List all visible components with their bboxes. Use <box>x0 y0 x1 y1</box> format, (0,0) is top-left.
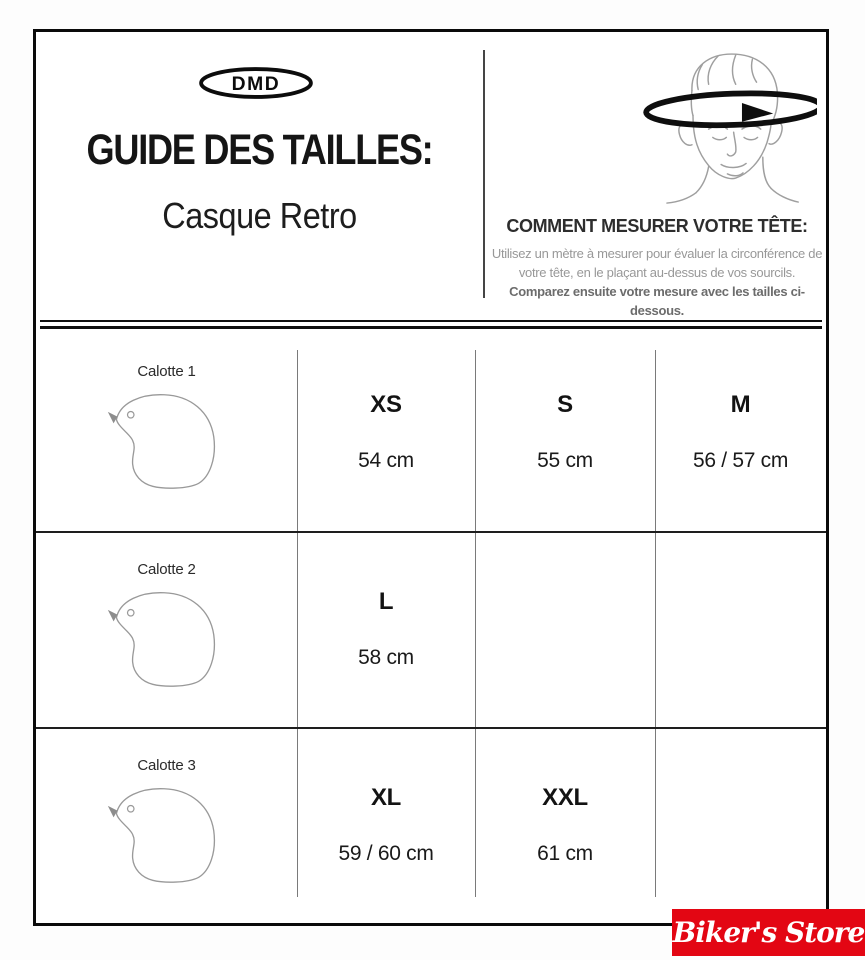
header-divider <box>483 50 485 298</box>
page-title: GUIDE DES TAILLES: <box>86 126 433 174</box>
card-inner <box>36 32 826 923</box>
size-cell-xs <box>297 333 475 531</box>
double-rule <box>40 320 822 329</box>
size-label: M <box>730 391 751 418</box>
shell-cell-calotte-3 <box>36 727 297 923</box>
measure-instructions <box>486 216 828 320</box>
helmet-icon <box>105 784 229 886</box>
measure-text-line2: votre tête, en le plaçant au-dessus de vos sourcils. <box>518 265 796 280</box>
size-cell-l <box>297 531 475 727</box>
size-measure: 55 cm <box>537 449 593 472</box>
size-measure: 59 / 60 cm <box>338 842 434 865</box>
head-measure-icon <box>619 48 817 206</box>
size-table <box>36 333 826 923</box>
shell-label: Calotte 1 <box>137 363 196 380</box>
helmet-icon <box>105 588 229 690</box>
size-measure: 61 cm <box>537 842 593 865</box>
measure-text-line1: Utilisez un mètre à mesurer pour évaluer la circonférence de <box>491 246 823 261</box>
size-cell-xxl <box>475 727 655 923</box>
dmd-logo-icon <box>198 66 314 100</box>
size-label: XS <box>370 391 402 418</box>
size-label: XL <box>370 784 402 811</box>
size-cell-xl <box>297 727 475 923</box>
dmd-logo-text: DMD <box>231 73 281 95</box>
measuring-tape-icon <box>646 91 817 128</box>
measure-heading: COMMENT MESURER VOTRE TÊTE: <box>506 216 808 236</box>
size-label: S <box>557 391 573 418</box>
shell-label: Calotte 2 <box>137 561 196 578</box>
page-subtitle: Casque Retro <box>162 195 357 236</box>
size-cell-s <box>475 333 655 531</box>
size-label: XXL <box>542 784 588 811</box>
measure-text-line3: Comparez ensuite votre mesure avec les tailles ci-dessous. <box>509 284 805 318</box>
size-measure: 56 / 57 cm <box>692 449 789 472</box>
shell-cell-calotte-2 <box>36 531 297 727</box>
store-badge: Biker's Store <box>672 909 865 956</box>
size-cell-empty <box>655 531 826 727</box>
size-measure: 54 cm <box>358 449 414 472</box>
size-label: L <box>378 588 394 615</box>
size-guide-card <box>33 29 829 926</box>
shell-label: Calotte 3 <box>137 757 196 774</box>
shell-cell-calotte-1 <box>36 333 297 531</box>
size-cell-m <box>655 333 826 531</box>
size-cell-empty <box>655 727 826 923</box>
size-measure: 58 cm <box>358 646 414 669</box>
helmet-icon <box>105 390 229 492</box>
size-cell-empty <box>475 531 655 727</box>
